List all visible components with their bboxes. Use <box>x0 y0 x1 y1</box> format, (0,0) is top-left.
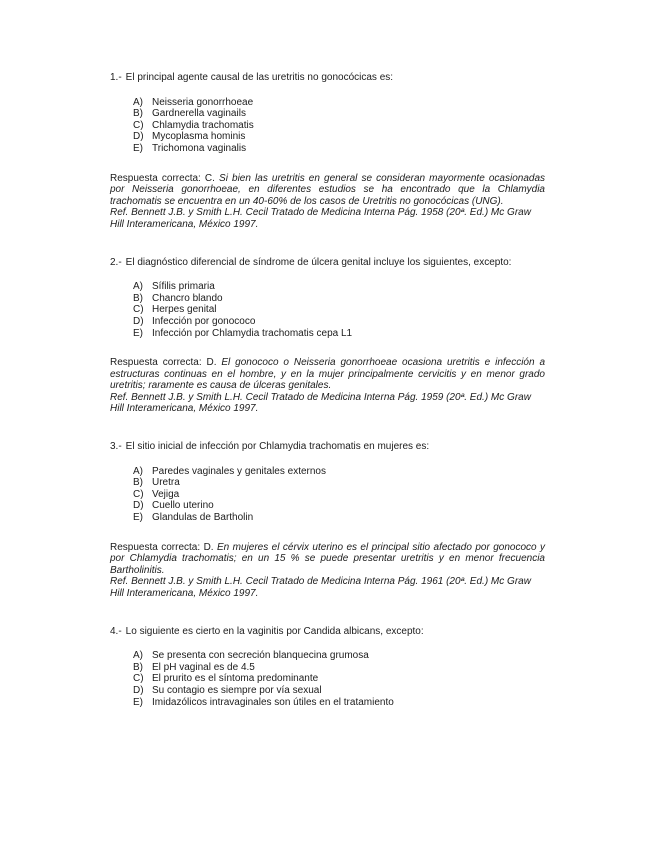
option-letter: B) <box>133 477 143 489</box>
option-letter: D) <box>133 315 144 327</box>
option-letter: D) <box>133 500 144 512</box>
question-4-text <box>110 626 545 638</box>
option-text: Herpes genital <box>152 304 217 316</box>
option-2a <box>133 281 545 293</box>
option-letter: D) <box>133 684 144 696</box>
option-letter: C) <box>133 304 144 316</box>
answer-3-label: Respuesta correcta: D. <box>110 541 214 553</box>
option-letter: A) <box>133 650 143 662</box>
option-text: Glandulas de Bartholin <box>152 512 254 524</box>
option-letter: C) <box>133 488 144 500</box>
option-letter: B) <box>133 108 143 120</box>
option-1d <box>133 131 545 143</box>
question-4-options <box>110 650 545 708</box>
option-letter: B) <box>133 292 143 304</box>
option-text: Trichomona vaginalis <box>152 142 247 154</box>
option-1e <box>133 143 545 155</box>
answer-block-1 <box>110 173 545 231</box>
option-letter: E) <box>133 327 143 339</box>
option-2e <box>133 328 545 340</box>
question-1-number: 1.- <box>110 72 122 83</box>
question-block-3 <box>110 441 545 600</box>
option-letter: C) <box>133 673 144 685</box>
option-3a <box>133 466 545 478</box>
answer-block-3 <box>110 542 545 600</box>
answer-3-explanation <box>110 542 545 577</box>
option-letter: B) <box>133 661 143 673</box>
option-text: Su contagio es siempre por vía sexual <box>152 684 322 696</box>
option-letter: A) <box>133 465 143 477</box>
question-2-number: 2.- <box>110 256 122 268</box>
option-text: Neisseria gonorrhoeae <box>152 96 254 108</box>
option-2b <box>133 293 545 305</box>
option-4b <box>133 662 545 674</box>
answer-1-reference: Ref. Bennett J.B. y Smith L.H. Cecil Tratado de Medicina Interna Pág. 1958 (20ª. Ed.) Mc Graw Hill Interamericana, México 1997. <box>110 207 531 230</box>
option-letter: C) <box>133 119 144 131</box>
option-letter: E) <box>133 512 143 524</box>
question-1-text <box>110 72 545 84</box>
option-text: Infección por gonococo <box>152 315 256 327</box>
option-letter: A) <box>133 96 143 108</box>
option-3d <box>133 500 545 512</box>
option-1c <box>133 120 545 132</box>
option-4c <box>133 673 545 685</box>
option-text: Se presenta con secreción blanquecina grumosa <box>152 650 369 662</box>
answer-block-2 <box>110 357 545 415</box>
question-1-options <box>110 97 545 155</box>
question-block-4 <box>110 626 545 709</box>
option-2c <box>133 304 545 316</box>
option-text: Chlamydia trachomatis <box>152 119 254 131</box>
option-3c <box>133 489 545 501</box>
option-text: Imidazólicos intravaginales son útiles en el tratamiento <box>152 696 394 708</box>
option-letter: E) <box>133 696 143 708</box>
question-2-body: El diagnóstico diferencial de síndrome de úlcera genital incluye los siguientes, excepto: <box>125 256 512 268</box>
option-letter: A) <box>133 281 143 293</box>
option-text: Cuello uterino <box>152 500 214 512</box>
answer-2-body: El gonococo o Neisseria gonorrhoeae ocasiona uretritis e infección a estructuras continuas en el hombre, y en la mujer principalmente cervicitis y en menor grado uretritis; raramente es causa de úlceras genitales. <box>110 357 546 392</box>
question-1-body: El principal agente causal de las uretritis no gonocócicas es: <box>125 72 394 83</box>
question-2-options <box>110 281 545 339</box>
question-block-2 <box>110 257 545 416</box>
option-text: Paredes vaginales y genitales externos <box>152 465 326 477</box>
question-3-number: 3.- <box>110 441 122 453</box>
answer-2-explanation <box>110 357 545 392</box>
option-4e <box>133 697 545 709</box>
option-text: Vejiga <box>152 488 180 500</box>
option-letter: D) <box>133 131 144 143</box>
option-3e <box>133 512 545 524</box>
question-4-body: Lo siguiente es cierto en la vaginitis por Candida albicans, excepto: <box>125 625 424 637</box>
answer-1-explanation <box>110 173 545 208</box>
option-text: El prurito es el síntoma predominante <box>152 673 319 685</box>
answer-3-body: En mujeres el cérvix uterino es el principal sitio afectado por gonococo y por Chlamydia trachomatis; en un 15 % se puede presentar uretritis y en menor frecuencia Bartholinitis. <box>110 541 546 576</box>
option-text: Gardnerella vaginails <box>152 108 246 120</box>
option-4a <box>133 650 545 662</box>
answer-2-label: Respuesta correcta: D. <box>110 357 217 369</box>
question-3-body: El sitio inicial de infección por Chlamydia trachomatis en mujeres es: <box>125 441 430 453</box>
option-1b <box>133 108 545 120</box>
option-text: Sífilis primaria <box>152 281 215 293</box>
option-text: Uretra <box>152 477 180 489</box>
question-3-options <box>110 466 545 524</box>
answer-2-reference: Ref. Bennett J.B. y Smith L.H. Cecil Tratado de Medicina Interna Pág. 1959 (20ª. Ed.) Mc Graw Hill Interamericana, México 1997. <box>110 391 531 415</box>
option-2d <box>133 316 545 328</box>
option-4d <box>133 685 545 697</box>
answer-3-reference: Ref. Bennett J.B. y Smith L.H. Cecil Tratado de Medicina Interna Pág. 1961 (20ª. Ed.) Mc Graw Hill Interamericana, México 1997. <box>110 576 531 599</box>
option-text: Mycoplasma hominis <box>152 131 246 143</box>
question-3-text <box>110 441 545 453</box>
option-text: Chancro blando <box>152 292 223 304</box>
option-text: El pH vaginal es de 4.5 <box>152 661 255 673</box>
option-text: Infección por Chlamydia trachomatis cepa L1 <box>152 327 353 339</box>
question-2-text <box>110 257 545 269</box>
question-4-number: 4.- <box>110 625 122 637</box>
answer-1-label: Respuesta correcta: C. <box>110 172 215 184</box>
question-block-1 <box>110 72 545 231</box>
answer-1-body: Si bien las uretritis en general se consideran mayormente ocasionadas por Neisseria gonorrhoeae, en diferentes estudios se ha encontrado que la Chlamydia trachomatis se encuentra en un 40-60% de los casos de Uretritis no gonocócicas (UNG). <box>110 172 546 207</box>
option-3b <box>133 477 545 489</box>
option-letter: E) <box>133 142 143 154</box>
option-1a <box>133 97 545 109</box>
